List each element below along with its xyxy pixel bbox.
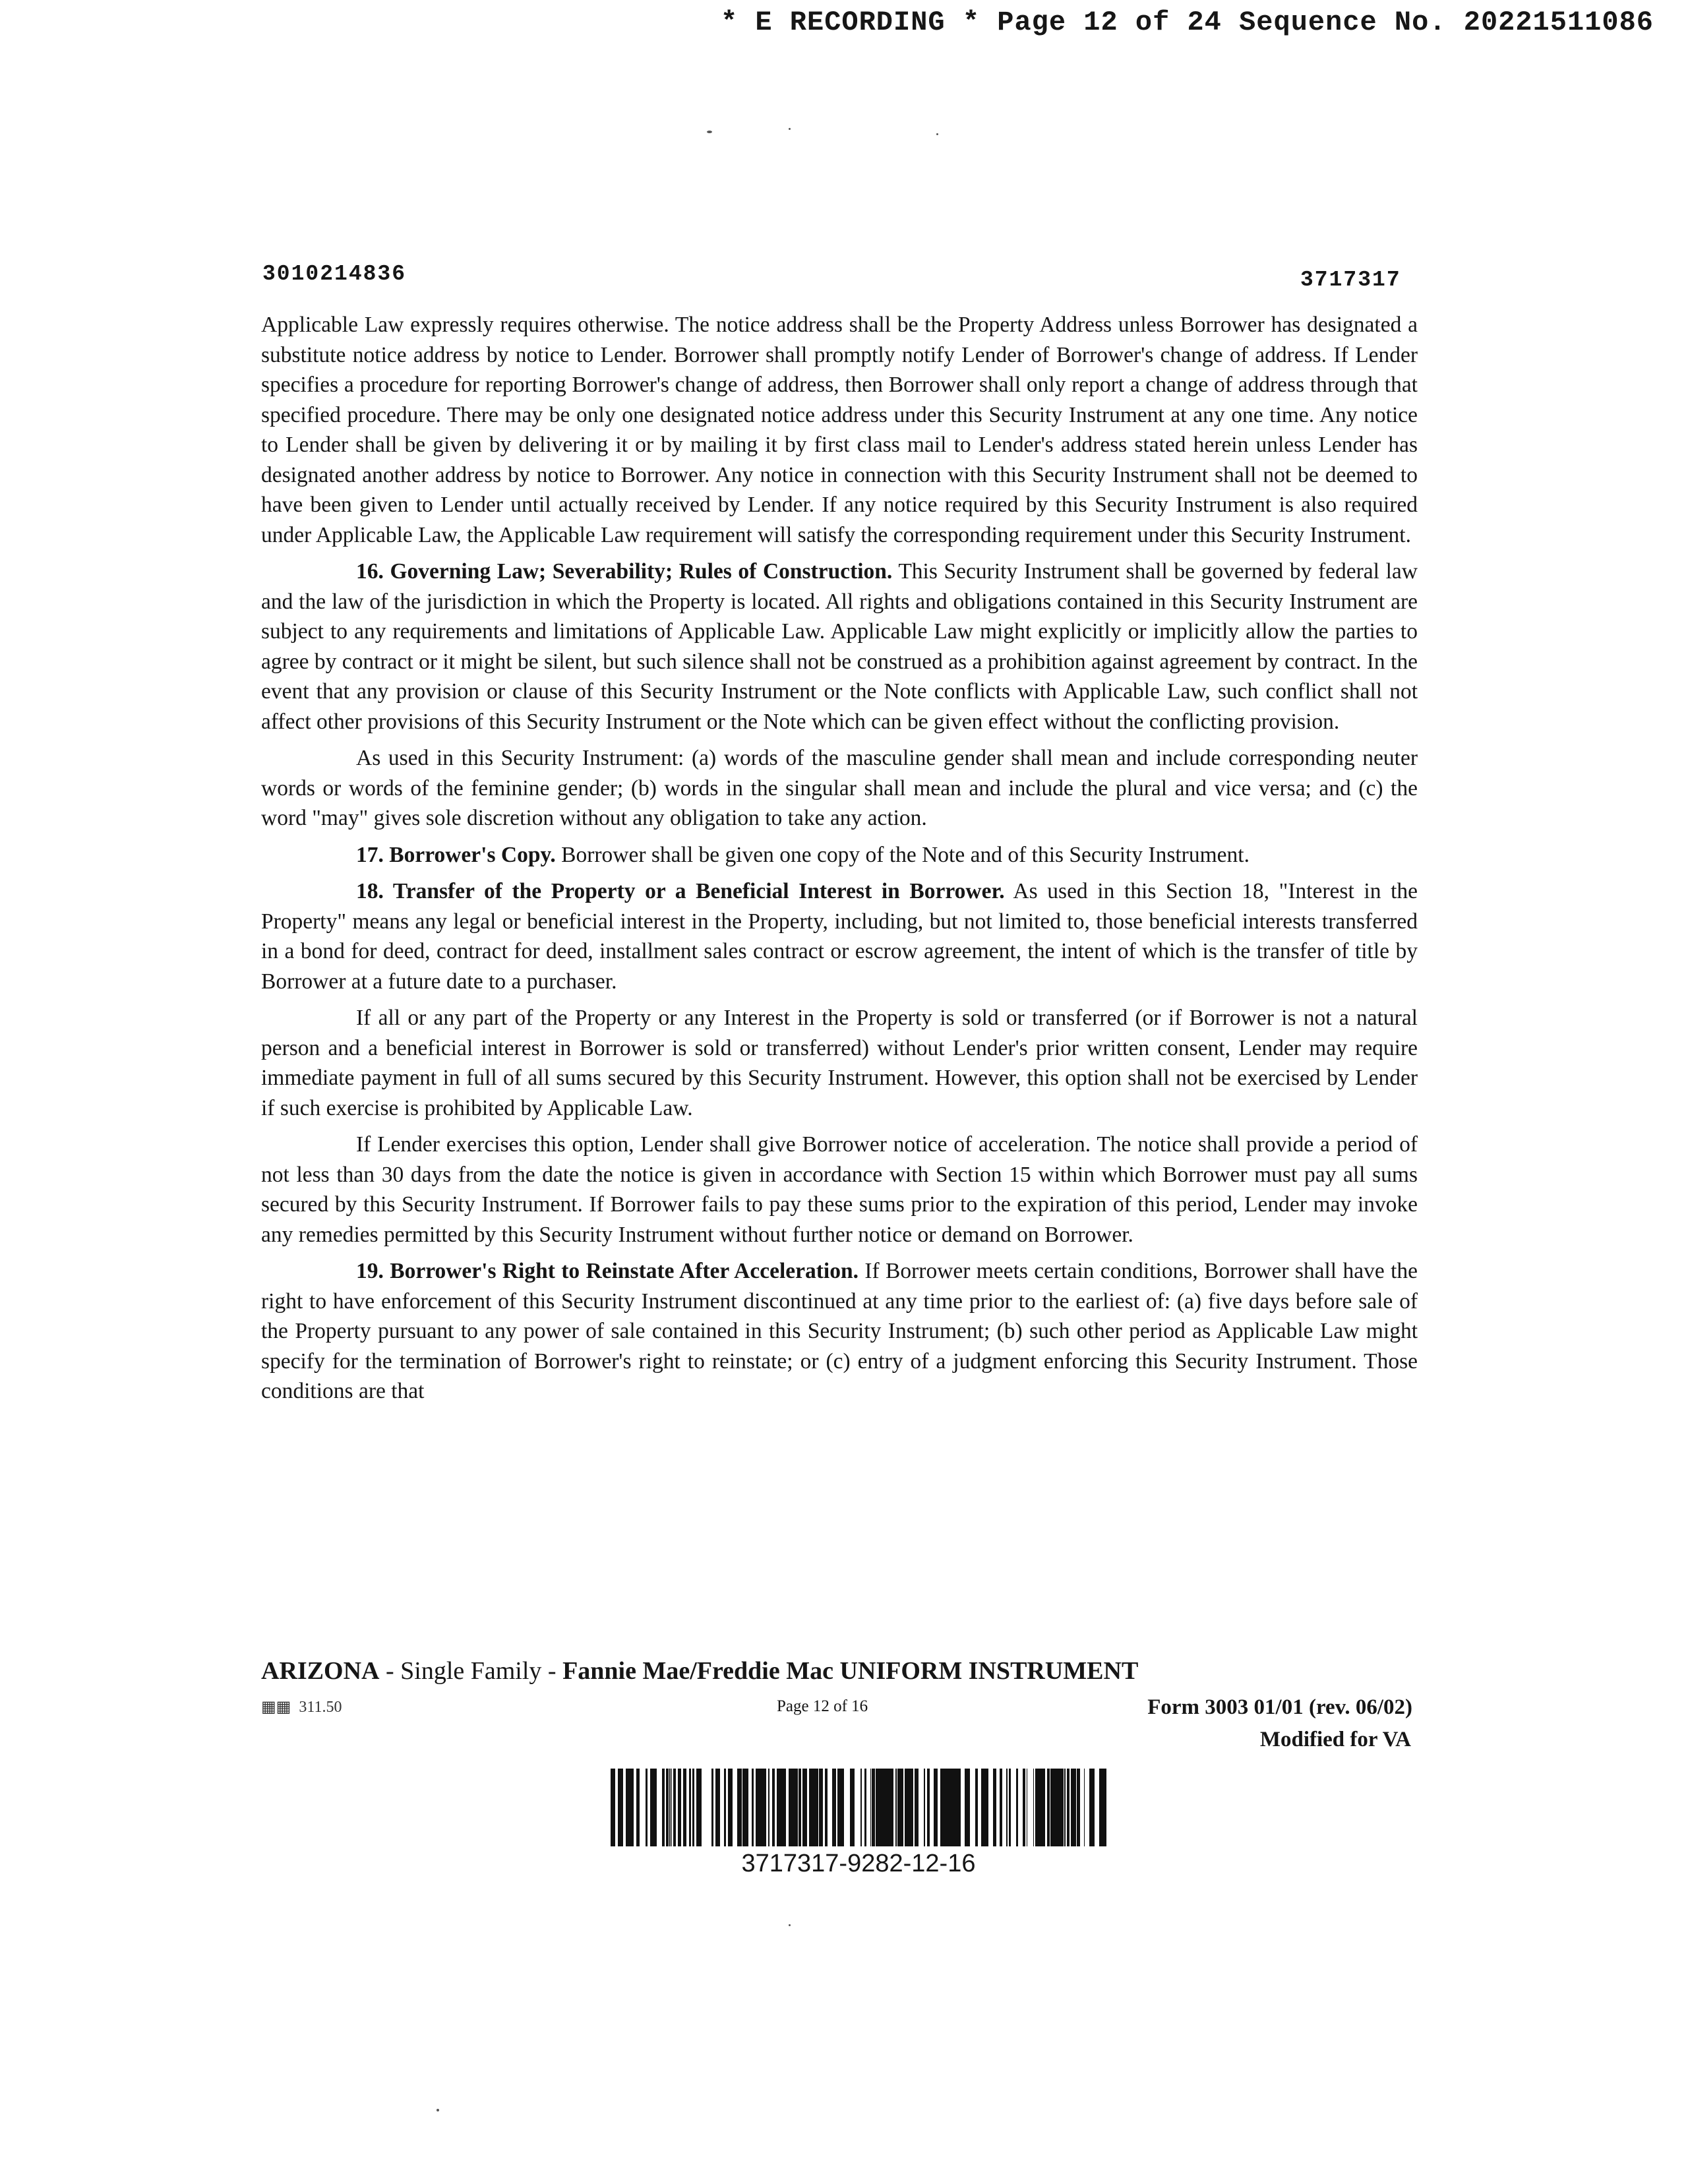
page-label: Page 12 of 16 (777, 1697, 868, 1715)
barcode-bar (916, 1769, 918, 1846)
barcode-bar (832, 1769, 833, 1846)
barcode-bar (826, 1769, 828, 1846)
barcode-bar (611, 1769, 613, 1846)
barcode-bar (1035, 1769, 1037, 1846)
barcode-bar (870, 1769, 871, 1846)
barcode-bar (864, 1769, 865, 1846)
paragraph-text: As used in this Security Instrument: (a) words of the masculine gender shall mean and include corresponding neuter words or words of the feminine gender; (b) words in the singular shall mean and include the plural and vice versa; and (c) the word "may" gives sole discretion without any obligation to take any action. (261, 746, 1418, 830)
section-text: If Borrower meets certain conditions, Borrower shall have the right to have enforcement of this Security Instrument discontinued at any time prior to the earliest of: (a) five days before sale of the Property pursuant to any power of sale contained in this Security Instrument; (b) such other period as Applicable Law might specify for the termination of Borrower's right to reinstate; or (c) entry of a judgment enforcing this Security Instrument. Those conditions are that (261, 1259, 1418, 1403)
section-16-construction (261, 743, 1418, 834)
barcode-bar (1047, 1769, 1050, 1846)
barcode-bar (1094, 1769, 1095, 1846)
barcode-bar (773, 1769, 775, 1846)
barcode-bar (791, 1769, 793, 1846)
section-text: This Security Instrument shall be governed by federal law and the law of the jurisdiction in which the Property is located. All rights and obligations contained in this Security Instrument are subject to any requirements and limitations of Applicable Law. Applicable Law might explicitly or implicitly allow the parties to agree by contract or it might be silent, but such silence shall not be construed as a prohibition against agreement by contract. In the event that any provision or clause of this Security Instrument or the Note conflicts with Applicable Law, such conflict shall not affect other provisions of this Security Instrument or the Note which can be given effect without the conflicting provision. (261, 559, 1418, 734)
barcode-bar (626, 1769, 628, 1846)
barcode-bar (674, 1769, 675, 1846)
barcode-bar (946, 1769, 948, 1846)
recording-stamp: * E RECORDING * Page 12 of 24 Sequence No. 20221511086 (720, 7, 1654, 38)
barcode-bar (1074, 1769, 1076, 1846)
barcode-bar (656, 1769, 657, 1846)
barcode-bar (789, 1769, 791, 1846)
section-18-consent (261, 1003, 1418, 1123)
barcode-bar (940, 1769, 942, 1846)
mers-number: 3717317 (1300, 268, 1401, 292)
barcode-bar (975, 1769, 976, 1846)
barcode-bar (683, 1769, 684, 1846)
barcode-bar (934, 1769, 935, 1846)
barcode-bar (742, 1769, 744, 1846)
barcode-bar (885, 1769, 886, 1846)
barcode-bar (1099, 1769, 1102, 1846)
barcode-bar (662, 1769, 665, 1846)
barcode-bar (692, 1769, 694, 1846)
barcode-bar (895, 1769, 897, 1846)
barcode-bar (910, 1769, 911, 1846)
document-body (261, 310, 1418, 1413)
barcode-bar (817, 1769, 818, 1846)
barcode-bar (653, 1769, 656, 1846)
barcode-bar (1040, 1769, 1042, 1846)
barcode-bar (621, 1769, 622, 1846)
barcode-bar (717, 1769, 720, 1846)
barcode-bar (924, 1769, 925, 1846)
barcode-bar (860, 1769, 862, 1846)
barcode-bar (995, 1769, 996, 1846)
barcode-bar (802, 1769, 804, 1846)
loan-number: 3010214836 (262, 262, 407, 286)
barcode-bar (884, 1769, 885, 1846)
barcode-bar (820, 1769, 822, 1846)
barcode-bar (956, 1769, 957, 1846)
barcode-bar (879, 1769, 880, 1846)
barcode-bar (752, 1769, 754, 1846)
scan-speck (789, 1924, 791, 1926)
barcode-bar (819, 1769, 820, 1846)
barcode-bar (638, 1769, 640, 1846)
barcode-bar (793, 1769, 795, 1846)
barcode-bar (740, 1769, 742, 1846)
form-name: Fannie Mae/Freddie Mac UNIFORM INSTRUMENT (562, 1657, 1139, 1685)
barcode-bar (804, 1769, 807, 1846)
section-heading: 16. Governing Law; Severability; Rules of Construction. (356, 559, 893, 584)
barcode-bar (673, 1769, 674, 1846)
barcode-bar (732, 1769, 733, 1846)
barcode-bar (907, 1769, 910, 1846)
form-code (261, 1697, 342, 1716)
barcode-bar (853, 1769, 855, 1846)
barcode-bar (911, 1769, 913, 1846)
barcode-bar (761, 1769, 764, 1846)
barcode-bar (1102, 1769, 1103, 1846)
barcode-bar (944, 1769, 946, 1846)
scan-speck (789, 128, 791, 130)
barcode-bar (976, 1769, 978, 1846)
paragraph-text: If Lender exercises this option, Lender shall give Borrower notice of acceleration. The notice shall provide a period of not less than 30 days from the date the notice is given in accordance with Section 15 within which Borrower must pay all sums secured by this Security Instrument. If Borrower fails to pay these sums prior to the expiration of this period, Lender may invoke any remedies permitted by this Security Instrument without further notice or demand on Borrower. (261, 1132, 1418, 1247)
barcode-bar (865, 1769, 866, 1846)
barcode-bar (984, 1769, 986, 1846)
section-17 (261, 840, 1418, 870)
barcode-bar (918, 1769, 919, 1846)
barcode-bar (636, 1769, 638, 1846)
barcode-bar (728, 1769, 731, 1846)
barcode-bar (967, 1769, 970, 1846)
scan-speck (437, 2109, 439, 2111)
barcode-bar (889, 1769, 891, 1846)
barcode-bar (696, 1769, 699, 1846)
barcode-bar (957, 1769, 959, 1846)
barcode-bar (631, 1769, 634, 1846)
barcode-bar (1023, 1769, 1025, 1846)
section-19 (261, 1256, 1418, 1407)
barcode-bar (927, 1769, 930, 1846)
barcode-bar (983, 1769, 984, 1846)
barcode-bar (1006, 1769, 1008, 1846)
paragraph-notice-continued (261, 310, 1418, 550)
barcode-bar (1016, 1769, 1018, 1846)
section-heading: 17. Borrower's Copy. (356, 842, 556, 867)
barcode-bar (780, 1769, 781, 1846)
form-code-number: 311.50 (299, 1699, 342, 1716)
barcode-bar (1072, 1769, 1074, 1846)
barcode-bar (1038, 1769, 1039, 1846)
barcode-bar (684, 1769, 686, 1846)
barcode-bar (646, 1769, 648, 1846)
barcode-bar (1084, 1769, 1085, 1846)
barcode-bar (669, 1769, 671, 1846)
modified-note: Modified for VA (1259, 1728, 1411, 1751)
barcode-bar (1071, 1769, 1072, 1846)
barcode-bar (886, 1769, 888, 1846)
barcode-bar (1067, 1769, 1070, 1846)
barcode-bar (874, 1769, 875, 1846)
barcode-bar (1009, 1769, 1010, 1846)
barcode-bar (764, 1769, 766, 1846)
barcode-bar (1000, 1769, 1002, 1846)
barcode-bar (689, 1769, 691, 1846)
barcode-bar (680, 1769, 681, 1846)
section-18 (261, 876, 1418, 996)
barcode-bar (781, 1769, 783, 1846)
barcode-bar (783, 1769, 785, 1846)
form-number: Form 3003 01/01 (rev. 06/02) (1147, 1695, 1412, 1719)
barcode-bar (878, 1769, 879, 1846)
barcode-bar (959, 1769, 961, 1846)
barcode-bar (744, 1769, 746, 1846)
section-18-acceleration (261, 1130, 1418, 1250)
barcode-bar (905, 1769, 907, 1846)
barcode-bar (942, 1769, 944, 1846)
barcode-bar (899, 1769, 901, 1846)
barcode-bar (724, 1769, 726, 1846)
barcode-bar (872, 1769, 874, 1846)
barcode-bar (699, 1769, 702, 1846)
barcode-bar (628, 1769, 629, 1846)
barcode-bar (822, 1769, 823, 1846)
barcode-bar (711, 1769, 713, 1846)
barcode-bar (650, 1769, 653, 1846)
barcode-bar (812, 1769, 814, 1846)
barcode-bar (756, 1769, 758, 1846)
barcode-bar (1039, 1769, 1040, 1846)
barcode-bar (935, 1769, 938, 1846)
barcode-bar (850, 1769, 851, 1846)
barcode-bar (1056, 1769, 1058, 1846)
barcode-bar (833, 1769, 835, 1846)
section-heading: 19. Borrower's Right to Reinstate After Acceleration. (356, 1259, 859, 1283)
barcode-bar (746, 1769, 748, 1846)
barcode-bar (800, 1769, 801, 1846)
barcode-bar (731, 1769, 732, 1846)
barcode-bar (891, 1769, 893, 1846)
paragraph-text: If all or any part of the Property or any Interest in the Property is sold or transferred (or if Borrower is not a natural person and a beneficial interest in Borrower is sold or transferred) without Lender's prior written consent, Lender may require immediate payment in full of all sums secured by this Security Instrument. However, this option shall not be exercised by Lender if such exercise is prohibited by Applicable Law. (261, 1006, 1418, 1120)
barcode-bar (1042, 1769, 1045, 1846)
barcode-bar (675, 1769, 676, 1846)
barcode-bar (715, 1769, 717, 1846)
barcode-bar (1010, 1769, 1011, 1846)
paragraph-text: Applicable Law expressly requires otherwise. The notice address shall be the Property Address unless Borrower has designated a substitute notice address by notice to Lender. Borrower shall promptly notify Lender of Borrower's change of address. If Lender specifies a procedure for reporting Borrower's change of address, then Borrower shall only report a change of address through that specified procedure. There may be only one designated notice address under this Security Instrument at any one time. Any notice to Lender shall be given by delivering it or by mailing it by first class mail to Lender's address stated herein unless Lender has designated another address by notice to Borrower. Any notice in connection with this Security Instrument shall not be deemed to have been given to Lender until actually received by Lender. If any notice required by this Security Instrument is also required under Applicable Law, the Applicable Law requirement will satisfy the corresponding requirement under this Security Instrument. (261, 313, 1418, 547)
barcode-bar (1089, 1769, 1091, 1846)
barcode-bar (758, 1769, 761, 1846)
barcode-bar (915, 1769, 916, 1846)
barcode-bar (950, 1769, 953, 1846)
barcode-bar (1077, 1769, 1080, 1846)
barcode-bar (842, 1769, 844, 1846)
section-text: As used in this Section 18, "Interest in the Property" means any legal or beneficial interest in the Property, including, but not limited to, those beneficial interests transferred in a bond for deed, contract for deed, installment sales contract or escrow agreement, the intent of which is the transfer of title by Borrower at a future date to a purchaser. (261, 879, 1418, 994)
section-16 (261, 557, 1418, 737)
barcode-bar (1103, 1769, 1104, 1846)
barcode-bar (666, 1769, 669, 1846)
barcode-bar (825, 1769, 826, 1846)
barcode-bar (799, 1769, 800, 1846)
barcode-bar (814, 1769, 816, 1846)
barcode-number: 3717317-9282-12-16 (741, 1850, 976, 1877)
state-name: ARIZONA (261, 1657, 380, 1685)
barcode-bar (809, 1769, 812, 1846)
section-text: Borrower shall be given one copy of the Note and of this Security Instrument. (561, 842, 1250, 867)
barcode-bar (876, 1769, 878, 1846)
barcode-bar (1037, 1769, 1038, 1846)
barcode-bar (1055, 1769, 1056, 1846)
barcode-bar (768, 1769, 769, 1846)
barcode-bar (888, 1769, 889, 1846)
barcode-bar (965, 1769, 967, 1846)
barcode-bar (1052, 1769, 1055, 1846)
barcode-bar (1050, 1769, 1052, 1846)
scan-speck (707, 131, 712, 133)
barcode-bar (948, 1769, 950, 1846)
barcode-bar (1058, 1769, 1061, 1846)
barcode-bar (622, 1769, 623, 1846)
barcode-bar (840, 1769, 842, 1846)
barcode-bar (816, 1769, 817, 1846)
barcode-bar (629, 1769, 631, 1846)
barcode-bar (778, 1769, 780, 1846)
barcode-bar (897, 1769, 899, 1846)
barcode-bar (955, 1769, 956, 1846)
barcode (611, 1769, 1106, 1846)
barcode-bar (901, 1769, 903, 1846)
barcode-bar (618, 1769, 621, 1846)
barcode-bar (1064, 1769, 1066, 1846)
barcode-bar (1033, 1769, 1034, 1846)
scan-speck (936, 133, 938, 135)
section-heading: 18. Transfer of the Property or a Beneficial Interest in Borrower. (356, 879, 1005, 903)
form-title (261, 1656, 1138, 1685)
barcode-bar (772, 1769, 773, 1846)
form-code-icon: ▦▦ (261, 1699, 291, 1716)
barcode-bar (993, 1769, 995, 1846)
barcode-bar (737, 1769, 740, 1846)
barcode-bar (785, 1769, 786, 1846)
barcode-bar (678, 1769, 680, 1846)
barcode-bar (1104, 1769, 1106, 1846)
barcode-bar (1061, 1769, 1064, 1846)
barcode-bar (880, 1769, 882, 1846)
barcode-bar (777, 1769, 778, 1846)
barcode-bar (671, 1769, 672, 1846)
barcode-bar (835, 1769, 836, 1846)
barcode-bar (851, 1769, 853, 1846)
form-type: - Single Family - (379, 1657, 563, 1685)
barcode-bar (986, 1769, 988, 1846)
barcode-bar (795, 1769, 798, 1846)
barcode-bar (613, 1769, 615, 1846)
barcode-bar (953, 1769, 955, 1846)
barcode-bar (1091, 1769, 1094, 1846)
barcode-bar (882, 1769, 884, 1846)
barcode-bar (981, 1769, 983, 1846)
barcode-bar (837, 1769, 840, 1846)
